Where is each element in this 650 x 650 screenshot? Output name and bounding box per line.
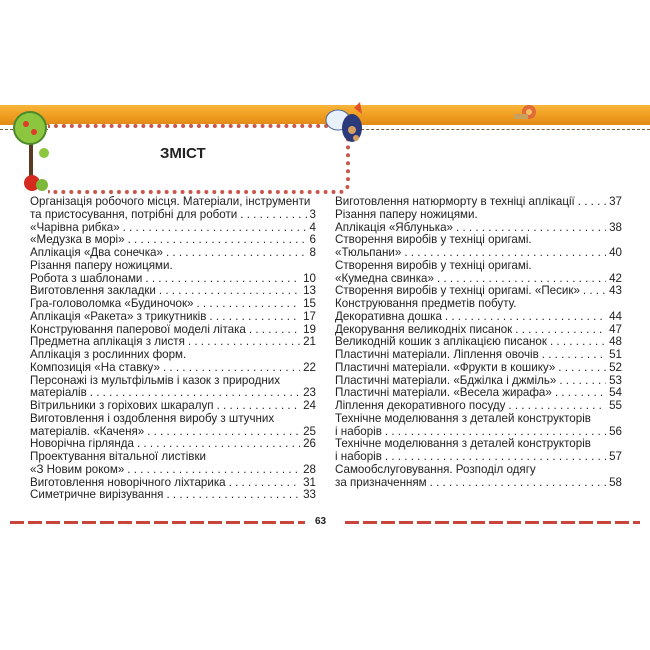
toc-page-number: 57: [609, 450, 622, 463]
toc-entry-line: матеріалів: [30, 386, 87, 400]
toc-entry-line: Робота з шаблонами: [30, 271, 143, 285]
toc-entry-line: Виготовлення натюрморту в техніці аплікації: [335, 195, 575, 208]
dot-leader: [188, 336, 300, 349]
toc-page-number: 53: [609, 373, 622, 387]
page-title: ЗМІСТ: [160, 145, 206, 162]
toc-entry-line: Виготовлення новорічного ліхтарика: [30, 475, 226, 489]
toc-entry: [30, 298, 316, 311]
toc-entry-line: Створення виробів у техніці оригамі.: [335, 258, 532, 272]
toc-entry-line: «Чарівна рибка»: [30, 220, 120, 234]
page-number: 63: [315, 516, 327, 527]
toc-entry: [30, 400, 316, 413]
dot-leader: [217, 400, 301, 413]
toc-entry: [335, 438, 622, 464]
dot-leader: [209, 311, 300, 324]
toc-page-number: 17: [303, 309, 316, 323]
toc-entry-line: Декоративна дошка: [335, 309, 442, 323]
toc-page-number: 47: [609, 322, 622, 336]
toc-entry-line: Технічне моделювання з деталей конструкторів: [335, 437, 591, 451]
dot-leader: [542, 349, 606, 362]
toc-page-number: 38: [609, 220, 622, 234]
toc-entry-line: Виготовлення закладки: [30, 284, 156, 298]
toc-right-column: [335, 196, 622, 489]
dot-leader: [559, 375, 606, 388]
toc-entry-line: Вітрильники з горіхових шкаралуп: [30, 399, 214, 412]
toc-entry-line: Предметна аплікація з листя: [30, 335, 185, 349]
toc-entry-line: матеріалів. «Каченя»: [30, 424, 145, 438]
toc-entry-line: Різання паперу ножицями.: [30, 258, 173, 272]
toc-entry-line: Конструювання предметів побуту.: [335, 297, 517, 310]
toc-entry: [335, 196, 622, 209]
toc-entry-line: Гра-головоломка «Будиночок»: [30, 297, 194, 310]
dot-leader: [145, 273, 300, 286]
toc-entry-line: Конструювання паперової моделі літака: [30, 322, 246, 336]
toc-entry-line: «Кумедна свинка»: [335, 271, 434, 285]
toc-page-number: 22: [303, 360, 316, 374]
footer-divider-left: [10, 521, 305, 524]
toc-entry: [30, 311, 316, 324]
dot-leader: [229, 477, 300, 490]
toc-entry: [30, 247, 316, 260]
toc-page-number: 56: [609, 424, 622, 438]
toc-entry-line: Пластичні матеріали. «Бджілка і джміль»: [335, 373, 557, 387]
toc-page-number: 43: [609, 284, 622, 298]
toc-page-number: 19: [303, 322, 316, 336]
toc-entry-line: Аплікація «Яблунька»: [335, 220, 454, 234]
toc-page-number: 28: [303, 462, 316, 476]
toc-page-number: 58: [609, 475, 622, 489]
dot-leader: [240, 209, 306, 222]
snail-icon: [512, 104, 538, 120]
toc-entry-line: Самообслуговування. Розподіл одягу: [335, 462, 536, 476]
toc-entry-line: і наборів: [335, 450, 382, 463]
toc-entry-line: Аплікація «Ракета» з трикутників: [30, 309, 207, 323]
dot-leader: [196, 298, 300, 311]
toc-page-number: 55: [609, 399, 622, 412]
toc-entry-line: Ліплення декоративного посуду: [335, 399, 506, 412]
dot-leader: [578, 196, 606, 209]
toc-page-number: 6: [309, 233, 316, 247]
toc-entry-line: Створення виробів у техніці оригамі. «Песик»: [335, 284, 580, 298]
toc-entry-line: Декорування великодніх писанок: [335, 322, 513, 336]
toc-entry: [30, 451, 316, 477]
dot-leader: [123, 222, 307, 235]
dot-leader: [445, 311, 606, 324]
dot-leader: [166, 489, 300, 502]
toc-entry-line: Аплікація «Два сонечка»: [30, 246, 163, 259]
toc-page-number: 51: [609, 348, 622, 361]
dot-leader: [147, 426, 300, 439]
toc-page-number: 21: [303, 335, 316, 349]
toc-entry-line: Пластичні матеріали. «Весела жирафа»: [335, 386, 552, 400]
toc-page-number: 44: [609, 309, 622, 323]
toc-entry-line: «Тюльпани»: [335, 246, 402, 259]
toc-page-number: 37: [609, 195, 622, 208]
toc-page-number: 40: [609, 246, 622, 259]
toc-entry-line: Виготовлення і оздоблення виробу з штучних: [30, 411, 275, 425]
toc-entry: [30, 349, 316, 375]
toc-entry: [30, 260, 316, 286]
dot-leader: [430, 477, 606, 490]
toc-entry: [30, 375, 316, 401]
toc-entry-line: Пластичні матеріали. «Фрукти в кошику»: [335, 360, 556, 374]
toc-entry-line: за призначенням: [335, 475, 427, 489]
toc-page-number: 4: [309, 220, 316, 234]
bird-icon: [320, 100, 380, 160]
toc-page-number: 10: [303, 271, 316, 285]
toc-entry: [335, 349, 622, 362]
toc-page-number: 26: [303, 437, 316, 451]
dot-leader: [127, 464, 300, 477]
toc-page-number: 54: [609, 386, 622, 400]
toc-entry-line: і наборів: [335, 424, 382, 438]
toc-page-number: 13: [303, 284, 316, 298]
toc-entry-line: та пристосування, потрібні для роботи: [30, 207, 238, 221]
toc-entry: [30, 413, 316, 439]
toc-entry-line: «Медузка в морі»: [30, 233, 125, 247]
toc-entry: [335, 234, 622, 260]
toc-entry-line: Пластичні матеріали. Ліплення овочів: [335, 348, 539, 361]
toc-entry: [335, 413, 622, 439]
toc-entry: [335, 400, 622, 413]
toc-entry: [335, 362, 622, 375]
toc-entry-line: Різання паперу ножицями.: [335, 207, 478, 221]
toc-entry-line: Технічне моделювання з деталей конструкторів: [335, 411, 591, 425]
toc-page-number: 25: [303, 424, 316, 438]
toc-entry: [335, 209, 622, 235]
dot-leader: [249, 324, 300, 337]
toc-page-number: 33: [303, 488, 316, 502]
toc-entry: [335, 260, 622, 286]
toc-entry-line: Великодній кошик з аплікацією писанок: [335, 335, 547, 349]
dot-leader: [166, 247, 307, 260]
dot-leader: [583, 285, 606, 298]
dot-leader: [404, 247, 606, 260]
toc-entry-line: «З Новим роком»: [30, 462, 125, 476]
toc-entry-line: Персонажі із мультфільмів і казок з природних: [30, 373, 281, 387]
toc-page-number: 31: [303, 475, 316, 489]
dot-leader: [550, 336, 606, 349]
toc-entry: [335, 298, 622, 324]
toc-page-number: 3: [309, 207, 316, 221]
toc-left-column: [30, 196, 316, 502]
toc-entry-line: Аплікація з рослинних форм.: [30, 348, 187, 361]
toc-page-number: 52: [609, 360, 622, 374]
toc-entry-line: Новорічна гірлянда: [30, 437, 134, 451]
toc-page-number: 42: [609, 271, 622, 285]
dot-leader: [555, 387, 606, 400]
toc-page-number: 15: [303, 297, 316, 310]
toc-page-number: 48: [609, 335, 622, 349]
toc-page-number: 24: [303, 399, 316, 412]
dot-leader: [508, 400, 606, 413]
toc-page-number: 23: [303, 386, 316, 400]
toc-entry-line: Симетричне вирізування: [30, 488, 164, 502]
toc-entry-line: Композиція «На ставку»: [30, 360, 160, 374]
toc-entry: [30, 489, 316, 502]
toc-entry-line: Організація робочого місця. Матеріали, інструменти: [30, 195, 311, 208]
dot-leader: [163, 362, 300, 375]
dot-leader: [558, 362, 606, 375]
dot-leader: [385, 451, 606, 464]
toc-entry: [30, 196, 316, 222]
toc-entry-line: Створення виробів у техніці оригамі.: [335, 233, 532, 247]
toc-entry: [335, 464, 622, 490]
toc-entry-line: Проектування вітальної листівки: [30, 450, 206, 463]
apple-tree-icon: [12, 108, 52, 193]
footer-divider-right: [345, 521, 640, 524]
toc-page-number: 8: [309, 246, 316, 259]
